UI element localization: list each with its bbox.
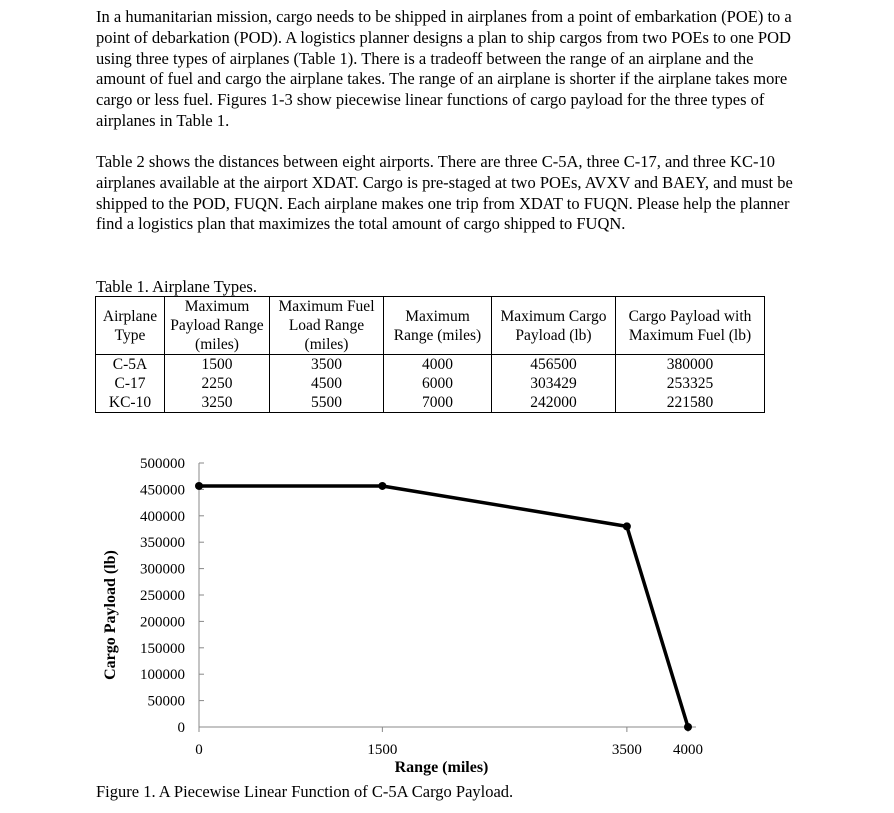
table-cell: C-17 — [96, 374, 165, 393]
table-cell: 221580 — [616, 393, 765, 413]
data-point — [684, 723, 692, 731]
y-tick-label: 50000 — [147, 693, 185, 710]
x-tick-label: 4000 — [673, 742, 703, 758]
y-axis-title: Cargo Payload (lb) — [102, 550, 119, 680]
x-axis-title: Range (miles) — [394, 759, 489, 776]
x-tick-label: 0 — [195, 742, 203, 758]
table-cell: KC-10 — [96, 393, 165, 413]
airplane-types-table — [95, 296, 765, 413]
table-cell: 242000 — [492, 393, 616, 413]
table-header-row — [96, 297, 765, 355]
y-tick-label: 500000 — [140, 456, 185, 472]
figure-caption: Figure 1. A Piecewise Linear Function of C-5A Cargo Payload. — [96, 782, 514, 801]
header-cell: Cargo Payload with Maximum Fuel (lb) — [616, 297, 765, 355]
header-cell: Maximum Cargo Payload (lb) — [492, 297, 616, 355]
table-cell: 380000 — [616, 355, 765, 375]
table-cell: 1500 — [165, 355, 270, 375]
data-point — [623, 522, 631, 530]
table-cell: 303429 — [492, 374, 616, 393]
table-cell: 3500 — [270, 355, 384, 375]
x-tick-label: 1500 — [367, 742, 398, 758]
series-line — [199, 486, 688, 727]
problem-paragraph: Table 2 shows the distances between eight airports. There are three C-5A, three C-17, and three KC-10 airplanes available at the airport XDAT. Cargo is pre-staged at two POEs, AVXV and BAEY, and must be shipped to the POD, FUQN. Each airplane makes one trip from XDAT to FUQN. Please help the planner find a logistics plan that maximizes the total amount of cargo shipped to FUQN. — [96, 152, 793, 234]
table-cell: 3250 — [165, 393, 270, 413]
y-tick-label: 200000 — [140, 614, 185, 631]
header-cell: Maximum Range (miles) — [384, 297, 492, 355]
table-row — [96, 374, 765, 393]
data-point — [378, 482, 386, 490]
table-cell: 5500 — [270, 393, 384, 413]
table-row — [96, 355, 765, 375]
table-cell: 2250 — [165, 374, 270, 393]
header-cell: Maximum Payload Range (miles) — [165, 297, 270, 355]
intro-paragraph: In a humanitarian mission, cargo needs to be shipped in airplanes from a point of embarkation (POE) to a point of debarkation (POD). A logistics planner designs a plan to ship cargos from two POEs to one POD using three types of airplanes (Table 1). There is a tradeoff between the range of an airplane and the amount of fuel and cargo the airplane takes. The range of an airplane is shorter if the airplane takes more cargo or less fuel. Figures 1-3 show piecewise linear functions of cargo payload for the three types of airplanes in Table 1. — [96, 7, 792, 130]
header-cell: Airplane Type — [96, 297, 165, 355]
table-cell: 456500 — [492, 355, 616, 375]
y-tick-label: 100000 — [140, 667, 185, 684]
table-cell: 7000 — [384, 393, 492, 413]
header-cell: Maximum Fuel Load Range (miles) — [270, 297, 384, 355]
y-tick-label: 150000 — [140, 640, 185, 657]
payload-range-chart — [0, 440, 894, 780]
table-row — [96, 393, 765, 413]
y-tick-label: 450000 — [140, 482, 185, 499]
y-tick-label: 300000 — [140, 561, 185, 578]
table-cell: 253325 — [616, 374, 765, 393]
y-tick-label: 0 — [177, 720, 185, 736]
y-tick-label: 400000 — [140, 508, 185, 525]
y-tick-label: 250000 — [140, 588, 185, 604]
table-cell: 4500 — [270, 374, 384, 393]
table-cell: 4000 — [384, 355, 492, 375]
x-tick-label: 3500 — [611, 742, 642, 758]
table-cell: 6000 — [384, 374, 492, 393]
table-cell: C-5A — [96, 355, 165, 375]
y-tick-label: 350000 — [140, 535, 185, 552]
data-point — [195, 482, 203, 490]
table-caption: Table 1. Airplane Types. — [96, 277, 257, 296]
